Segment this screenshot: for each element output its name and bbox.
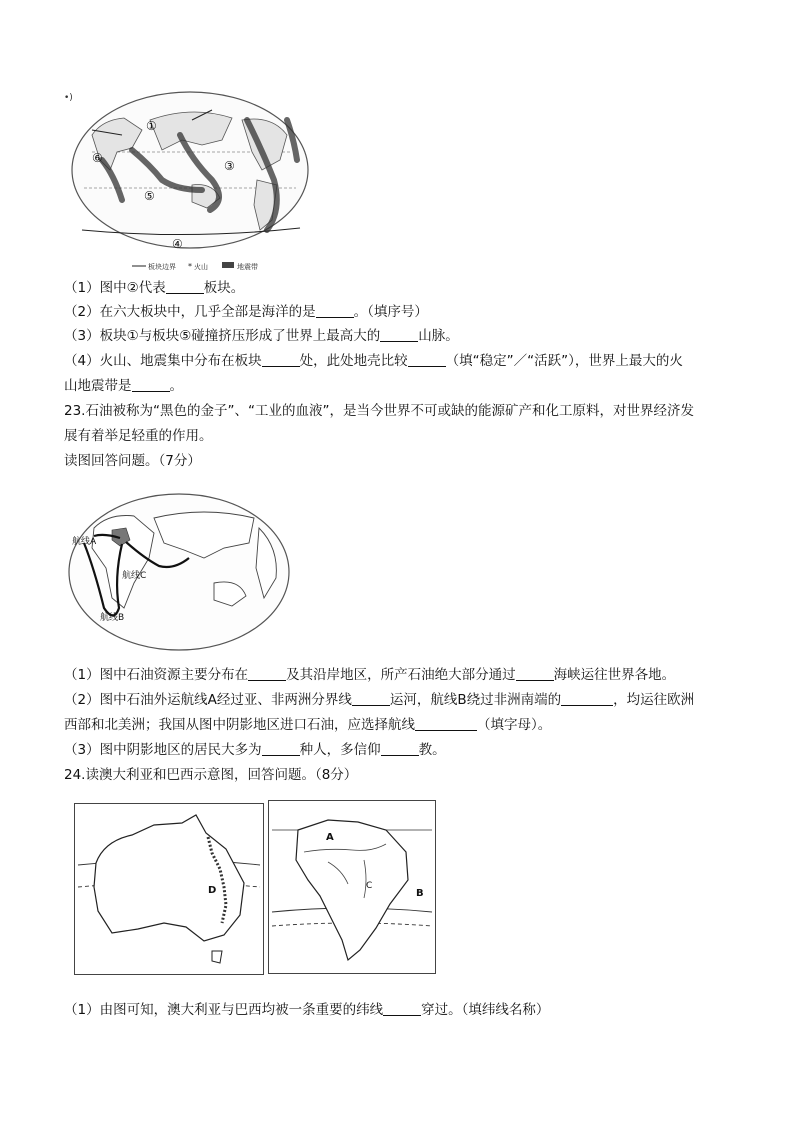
answer-blank[interactable] bbox=[248, 666, 286, 681]
label-a: A bbox=[326, 832, 334, 843]
q24-intro: 24.读澳大利亚和巴西示意图，回答问题。（8分） bbox=[64, 767, 358, 783]
answer-blank[interactable] bbox=[408, 352, 446, 367]
plate-label-3: ③ bbox=[224, 159, 235, 173]
answer-blank[interactable] bbox=[380, 327, 418, 342]
answer-blank[interactable] bbox=[561, 691, 613, 706]
tasmania bbox=[212, 951, 222, 963]
label-route-a: 航线A bbox=[72, 537, 97, 547]
oil-routes-map bbox=[64, 488, 294, 656]
q24-sub1: （1）由图可知，澳大利亚与巴西均被一条重要的纬线 穿过。（填纬线名称） bbox=[64, 1002, 550, 1018]
q22-sub3: （3）板块①与板块⑤碰撞挤压形成了世界上最高大的 山脉。 bbox=[64, 328, 459, 344]
q23-sub1: （1）图中石油资源主要分布在 及其沿岸地区，所产石油绝大部分通过 海峡运往世界各地。 bbox=[64, 667, 676, 683]
q23-instruction: 读图回答问题。（7分） bbox=[64, 453, 201, 469]
legend-volcano: 火山 bbox=[194, 263, 208, 271]
answer-blank[interactable] bbox=[316, 303, 354, 318]
q23-intro-line1: 23.石油被称为“黑色的金子”、“工业的血液”，是当今世界不可或缺的能源矿产和化工原料，对世界经济发 bbox=[64, 403, 694, 419]
legend-earthquake: 地震带 bbox=[237, 263, 258, 271]
plate-tectonics-map bbox=[62, 90, 320, 272]
answer-blank[interactable] bbox=[381, 741, 419, 756]
answer-blank[interactable] bbox=[383, 1001, 421, 1016]
q23-sub2: （2）图中石油外运航线A经过亚、非两洲分界线 运河，航线B绕过非洲南端的 ，均运往欧洲 bbox=[64, 692, 695, 708]
legend-boundary: 板块边界 bbox=[148, 263, 176, 271]
answer-blank[interactable] bbox=[352, 691, 390, 706]
plate-label-5: ⑤ bbox=[144, 189, 155, 203]
plate-label-1: ① bbox=[146, 119, 157, 133]
answer-blank[interactable] bbox=[166, 279, 204, 294]
svg-text:*: * bbox=[188, 262, 192, 271]
answer-blank[interactable] bbox=[132, 377, 170, 392]
label-route-c: 航线C bbox=[122, 571, 147, 581]
q23-sub2-cont: 西部和北美洲；我国从图中阴影地区进口石油，应选择航线 （填字母）。 bbox=[64, 717, 552, 733]
answer-blank[interactable] bbox=[262, 741, 300, 756]
plate-label-4: ④ bbox=[172, 237, 183, 251]
label-d: D bbox=[208, 885, 217, 896]
q22-sub4-cont: 山地震带是 。 bbox=[64, 378, 183, 394]
label-route-b: 航线B bbox=[100, 613, 125, 623]
plate-label-6: ⑥ bbox=[92, 151, 103, 165]
answer-blank[interactable] bbox=[262, 352, 300, 367]
q23-sub3: （3）图中阴影地区的居民大多为 种人，多信仰 教。 bbox=[64, 742, 446, 758]
q22-sub1: （1）图中②代表 板块。 bbox=[64, 280, 245, 296]
label-b: B bbox=[416, 888, 424, 899]
q22-sub4: （4）火山、地震集中分布在板块 处，此处地壳比较 （填“稳定”／“活跃”），世界上最大的火 bbox=[64, 353, 683, 369]
brazil-map bbox=[268, 800, 436, 974]
label-c: C bbox=[366, 881, 373, 891]
q22-sub2: （2）在六大板块中，几乎全部是海洋的是 。（填序号） bbox=[64, 304, 428, 320]
australia-map bbox=[74, 803, 264, 975]
answer-blank[interactable] bbox=[415, 716, 477, 731]
q23-intro-line2: 展有着举足轻重的作用。 bbox=[64, 428, 213, 444]
corner-mark: •) bbox=[64, 93, 73, 103]
answer-blank[interactable] bbox=[516, 666, 554, 681]
